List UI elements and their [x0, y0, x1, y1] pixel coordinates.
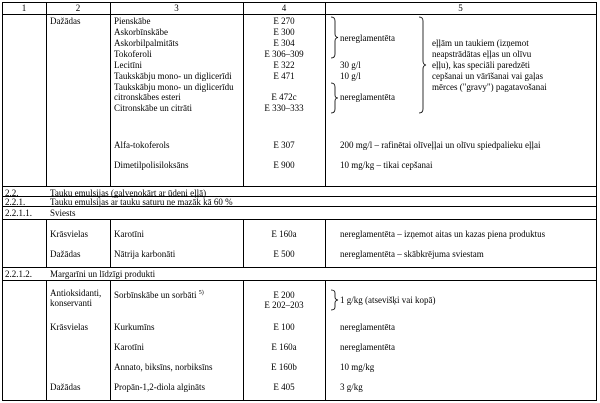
table-border-right [596, 2, 597, 401]
limit-value: 1 g/kg (atsevišķi vai kopā) [340, 295, 436, 305]
additive-code: E 500 [273, 249, 295, 259]
header-col-5: 5 [458, 3, 463, 13]
row-line-22 [2, 186, 597, 187]
additive-name: Askorbīnskābe [114, 27, 168, 37]
left-brace-group-1 [330, 16, 338, 59]
row-line-2212-bottom [2, 280, 597, 281]
category-label: Krāsvielas [50, 229, 88, 239]
table-border-bottom [2, 400, 597, 401]
header-col-4: 4 [281, 3, 287, 13]
additive-name [114, 290, 204, 300]
category-label: Dažādas [50, 382, 81, 392]
header-col-2: 2 [75, 3, 81, 13]
additive-code: E 471 [273, 71, 295, 81]
additive-name: Alfa-tokoferols [114, 140, 170, 150]
section-title: Sviests [50, 208, 76, 218]
additive-code: E 160b [271, 362, 297, 372]
limit-value: nereglamentēta – izņemot aitas un kazas piena produktus [340, 229, 546, 239]
right-brace-note [418, 16, 426, 114]
limit-value: 200 mg/l – rafinētai olīveļļai un olīvu spiedpalieku eļļai [340, 140, 541, 150]
additive-name: Askorbilpalmitāts [114, 38, 179, 48]
additive-name: Citronskābe un citrāti [114, 103, 192, 113]
section-title: Margarīni un līdzīgi produkti [50, 269, 156, 279]
additive-code: E 304 [273, 38, 295, 48]
limit-value: nereglamentēta [340, 342, 395, 352]
category-label: Krāsvielas [50, 322, 88, 332]
col-divider-4b [325, 219, 326, 268]
category-label-cont: konservanti [50, 298, 92, 308]
category-label: Dažādas [50, 249, 81, 259]
additive-code: E 300 [273, 27, 295, 37]
additive-code: E 100 [273, 322, 295, 332]
col-divider-1c [46, 280, 47, 401]
limit-value: 10 g/l [340, 71, 361, 81]
limit-value: nereglamentēta – skābkrējuma sviestam [340, 249, 484, 259]
col-divider-1b [46, 219, 47, 268]
row-line-2211-bottom [2, 219, 597, 220]
additive-code: E 330–333 [264, 103, 304, 113]
header-bottom-line [2, 14, 597, 15]
col-divider-4 [325, 2, 326, 187]
note-line: mērces ("gravy") pagatavošanai [432, 82, 547, 92]
additive-name-text: Sorbīnskābe un sorbāti [114, 290, 197, 300]
col-divider-1 [46, 2, 47, 187]
limit-value: nereglamentēta [340, 33, 395, 43]
additive-name: Dimetilpolisiloksāns [114, 160, 189, 170]
additive-name: Taukskābju mono- un diglicerīdi [114, 71, 232, 81]
additive-name: Kurkumīns [114, 322, 155, 332]
limit-value: nereglamentēta [340, 322, 395, 332]
limit-value: 30 g/l [340, 60, 361, 70]
section-number: 2.2.1. [5, 197, 26, 207]
section-number: 2.2. [5, 188, 19, 198]
limit-value: 10 mg/kg [340, 362, 375, 372]
additive-name: Annato, biksīns, norbiksīns [114, 362, 213, 372]
additive-code: E 202–203 [264, 300, 304, 310]
additive-code: E 306–309 [264, 49, 304, 59]
additive-code: E 270 [273, 16, 295, 26]
additive-name: Karotīni [114, 342, 144, 352]
left-brace-sorbic [330, 289, 338, 311]
col-divider-4c [325, 280, 326, 401]
additive-name: Nātrija karbonāti [114, 249, 176, 259]
header-col-1: 1 [21, 3, 27, 13]
header-col-3: 3 [174, 3, 179, 13]
col-divider-2c [110, 280, 111, 401]
note-line: cepšanai un vārīšanai vai gaļas [432, 71, 543, 81]
limit-value: 3 g/kg [340, 382, 363, 392]
additive-code: E 200 [273, 290, 295, 300]
limit-value: nereglamentēta [340, 92, 395, 102]
section-title: Tauku emulsijas ar tauku saturu ne mazāk kā 60 % [50, 197, 233, 207]
additive-code: E 405 [273, 382, 295, 392]
additive-code: E 472c [271, 92, 297, 102]
additive-name: Lecitīni [114, 60, 142, 70]
note-line: eļļu), kas speciāli paredzēti [432, 60, 530, 70]
additive-name: Karotīni [114, 229, 144, 239]
additive-name: Propān-1,2-diola algināts [114, 382, 205, 392]
additive-name: Tokoferoli [114, 49, 152, 59]
section-title: Tauku emulsijas (galvenokārt ar ūdeni eļļā) [50, 188, 207, 198]
table-border-left [2, 2, 3, 401]
limit-value: 10 mg/kg – tikai cepšanai [340, 160, 433, 170]
footnote-ref: 5) [198, 290, 204, 296]
note-line: eļļām un taukiem (izņemot [432, 38, 529, 48]
note-line: neapstrādātas eļļas un olīvu [432, 49, 532, 59]
additive-name: Pienskābe [114, 16, 151, 26]
col-divider-2 [110, 2, 111, 187]
additive-code: E 160a [271, 229, 297, 239]
additive-code: E 307 [273, 140, 295, 150]
category-label: Antioksidanti, [50, 288, 102, 298]
additive-code: E 322 [273, 60, 295, 70]
row-line-2212 [2, 267, 597, 268]
section-number: 2.2.1.1. [5, 208, 32, 218]
additive-code: E 160a [271, 342, 297, 352]
left-brace-group-2 [330, 82, 338, 114]
additive-code: E 900 [273, 160, 295, 170]
additive-name-cont: citronskābes esteri [114, 92, 181, 102]
additive-name: Taukskābju mono- un diglicerīdu [114, 82, 234, 92]
category-dazadas: Dažādas [50, 16, 81, 26]
section-number: 2.2.1.2. [5, 269, 32, 279]
col-divider-2b [110, 219, 111, 268]
col-divider-3b [243, 219, 244, 268]
